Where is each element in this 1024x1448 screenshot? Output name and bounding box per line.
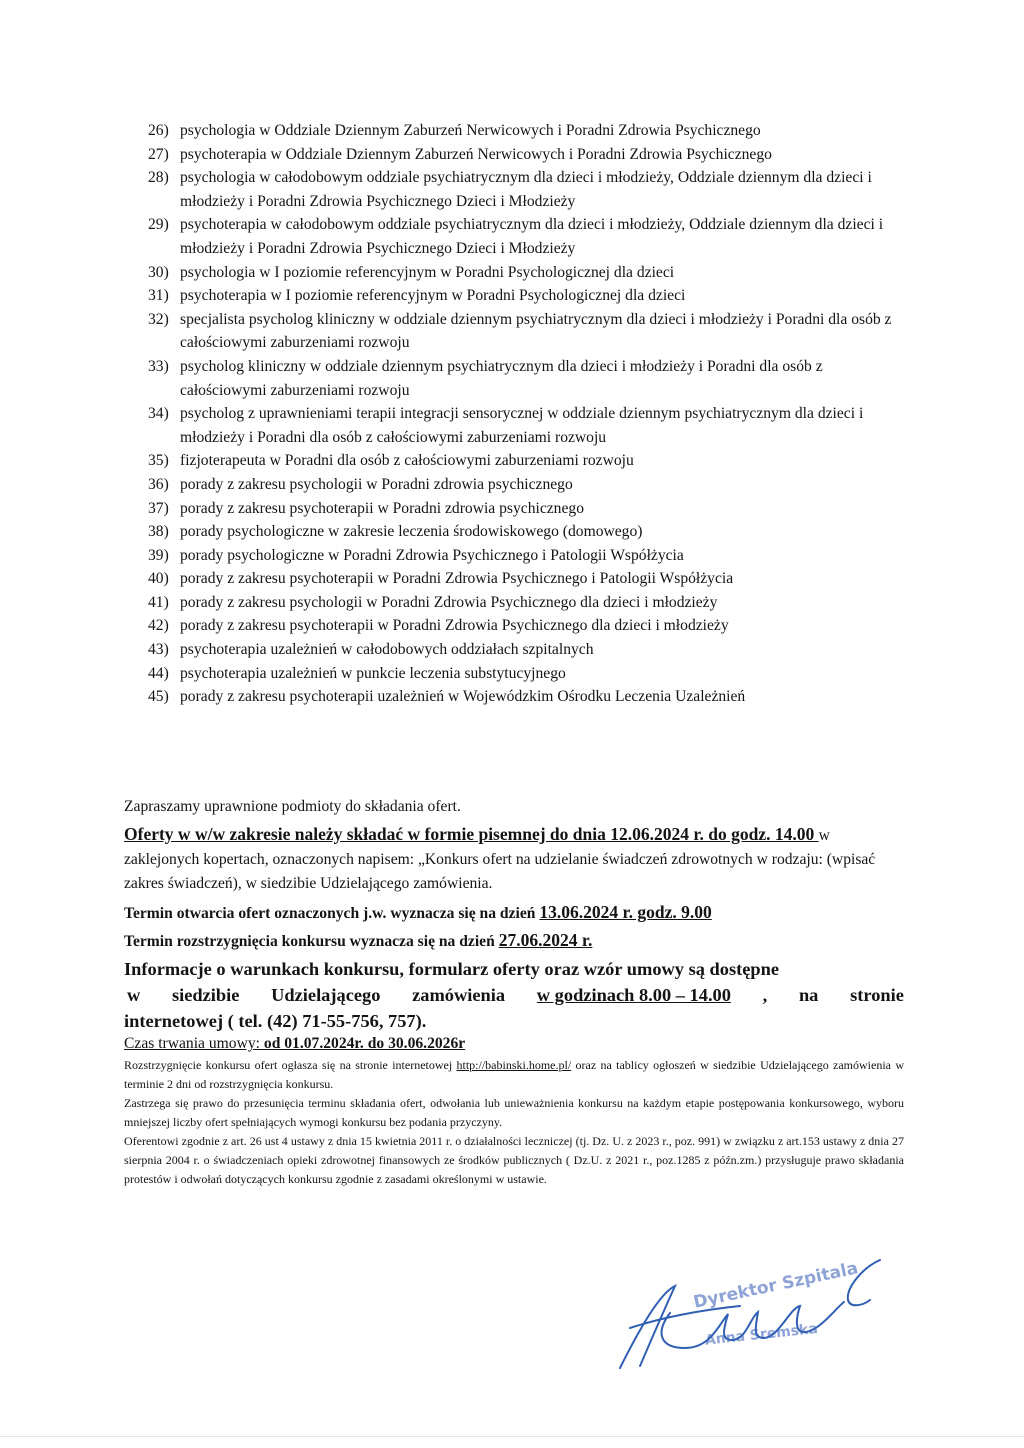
list-item: 44) psychoterapia uzależnień w punkcie leczenia substytucyjnego <box>148 664 566 682</box>
deadline-details: w zaklejonych kopertach, oznaczonych napisem: „Konkurs ofert na udzielanie świadczeń zdrowotnych w rodzaju: (wpisać zakres świadczeń), w siedzibie Udzielającego zamówienia. <box>124 827 876 892</box>
resolution-date-line: Termin rozstrzygnięcia konkursu wyznacza się na dzień 27.06.2024 r. <box>124 930 593 950</box>
info-line-3: internetowej ( tel. (42) 71-55-756, 757). <box>124 1011 427 1031</box>
list-item: 27) psychoterapia w Oddziale Dziennym Zaburzeń Nerwicowych i Poradni Zdrowia Psychicznego <box>148 145 772 163</box>
invitation-text: Zapraszamy uprawnione podmioty do składania ofert. <box>124 798 461 815</box>
stamp-title: Dyrektor Szpitala <box>691 1258 860 1313</box>
list-item: 29) psychoterapia w całodobowym oddziale psychiatrycznym dla dzieci i młodzieży, Oddziale dziennym dla dzieci i młodzieży i Poradni Zdrowia Psychicznego Dzieci i Młodzieży <box>148 216 884 257</box>
dates-block <box>124 899 904 955</box>
list-item: 40) porady z zakresu psychoterapii w Poradni Zdrowia Psychicznego i Patologii Współżycia <box>148 570 734 588</box>
stamp-name: Anna Sremska <box>704 1320 819 1349</box>
list-item: 36) porady z zakresu psychologii w Poradni zdrowia psychicznego <box>148 475 573 493</box>
list-item: 43) psychoterapia uzależnień w całodobowych oddziałach szpitalnych <box>148 641 594 659</box>
list-item: 38) porady psychologiczne w zakresie leczenia środowiskowego (domowego) <box>148 523 643 541</box>
list-item: 33) psycholog kliniczny w oddziale dziennym psychiatrycznym dla dzieci i młodzieży i Poradni dla osób z całościowymi zaburzeniami rozwoju <box>148 357 823 399</box>
list-item: 26) psychologia w Oddziale Dziennym Zaburzeń Nerwicowych i Poradni Zdrowia Psychicznego <box>148 122 761 139</box>
list-item: 28) psychologia w całodobowym oddziale psychiatrycznym dla dzieci i młodzieży, Oddziale dziennym dla dzieci i młodzieży i Poradni Zdrowia Psychicznego Dzieci i Młodzieży <box>148 169 872 210</box>
resolution-date: 27.06.2024 r. <box>498 930 593 950</box>
list-item: 45) porady z zakresu psychoterapii uzależnień w Wojewódzkim Ośrodku Leczenia Uzależnień <box>148 688 746 706</box>
contract-duration: Czas trwania umowy: od 01.07.2024r. do 30.06.2026r <box>124 1035 466 1052</box>
info-line-1: Informacje o warunkach konkursu, formularz oferty oraz wzór umowy są dostępne <box>124 959 780 979</box>
information-block <box>124 956 904 1034</box>
submission-deadline <box>124 822 904 896</box>
list-item: 35) fizjoterapeuta w Poradni dla osób z całościowymi zaburzeniami rozwoju <box>148 452 634 470</box>
info-line-2: w siedzibie Udzielającego zamówienia w godzinach 8.00 – 14.00 , na stronie <box>124 982 904 1008</box>
office-hours: w godzinach 8.00 – 14.00 <box>536 985 731 1005</box>
list-item: 37) porady z zakresu psychoterapii w Poradni zdrowia psychicznego <box>148 499 584 517</box>
list-item: 42) porady z zakresu psychoterapii w Poradni Zdrowia Psychicznego dla dzieci i młodzieży <box>148 617 729 635</box>
opening-date: 13.06.2024 r. godz. 9.00 <box>539 902 712 922</box>
note-reservation: Zastrzega się prawo do przesunięcia terminu składania ofert, odwołania lub unieważnienia konkursu na każdym etapie postępowania konkursowego, wyboru mniejszej liczby ofert spełniających wymogi konkursu bez podania przyczyny. <box>124 1096 904 1129</box>
list-item: 41) porady z zakresu psychologii w Poradni Zdrowia Psychicznego dla dzieci i młodzieży <box>148 593 718 611</box>
bottom-scan-edge <box>0 1436 1024 1437</box>
opening-date-line: Termin otwarcia ofert oznaczonych j.w. wyznacza się na dzień 13.06.2024 r. godz. 9.00 <box>124 902 712 922</box>
note-protests: Oferentowi zgodnie z art. 26 ust 4 ustawy z dnia 15 kwietnia 2011 r. o działalności leczniczej (tj. Dz. U. z 2023 r., poz. 991) w związku z art.153 ustawy z dnia 27 sierpnia 2004 r. o świadczeniach opieki zdrowotnej finansowych ze środków publicznych ( Dz.U. z 2021 r., poz.1285 z późn.zm.) przysługuje prawo składania protestów i odwołań dotyczących konkursu zgodnie z zasadami określonymi w ustawie. <box>124 1134 904 1186</box>
services-list <box>148 119 908 709</box>
website-link[interactable]: http://babinski.home.pl/ <box>456 1058 572 1072</box>
stamp-text <box>692 1258 860 1348</box>
legal-notes <box>124 1056 904 1189</box>
list-item: 30) psychologia w I poziomie referencyjnym w Poradni Psychologicznej dla dzieci <box>148 263 675 281</box>
list-item: 31) psychoterapia w I poziomie referencyjnym w Poradni Psychologicznej dla dzieci <box>148 287 686 305</box>
list-item: 39) porady psychologiczne w Poradni Zdrowia Psychicznego i Patologii Współżycia <box>148 546 684 564</box>
list-item: 34) psycholog z uprawnieniami terapii integracji sensorycznej w oddziale dziennym psychiatrycznym dla dzieci i młodzieży i Poradni dla osób z całościowymi zaburzeniami rozwoju <box>148 405 864 446</box>
note-announcement: Rozstrzygnięcie konkursu ofert ogłasza się na stronie internetowej http://babinski.home.pl/ oraz na tablicy ogłoszeń w siedzibie Udzielającego zamówienia w terminie 2 dni od rozstrzygnięcia konkursu. <box>124 1058 904 1091</box>
director-stamp-signature <box>600 1248 910 1378</box>
deadline-emphasis: Oferty w w/w zakresie należy składać w formie pisemnej do dnia 12.06.2024 r. do godz. 14.00 <box>124 824 819 844</box>
list-item: 32) specjalista psycholog kliniczny w oddziale dziennym psychiatrycznym dla dzieci i młodzieży i Poradni dla osób z całościowymi zaburzeniami rozwoju <box>148 310 892 352</box>
